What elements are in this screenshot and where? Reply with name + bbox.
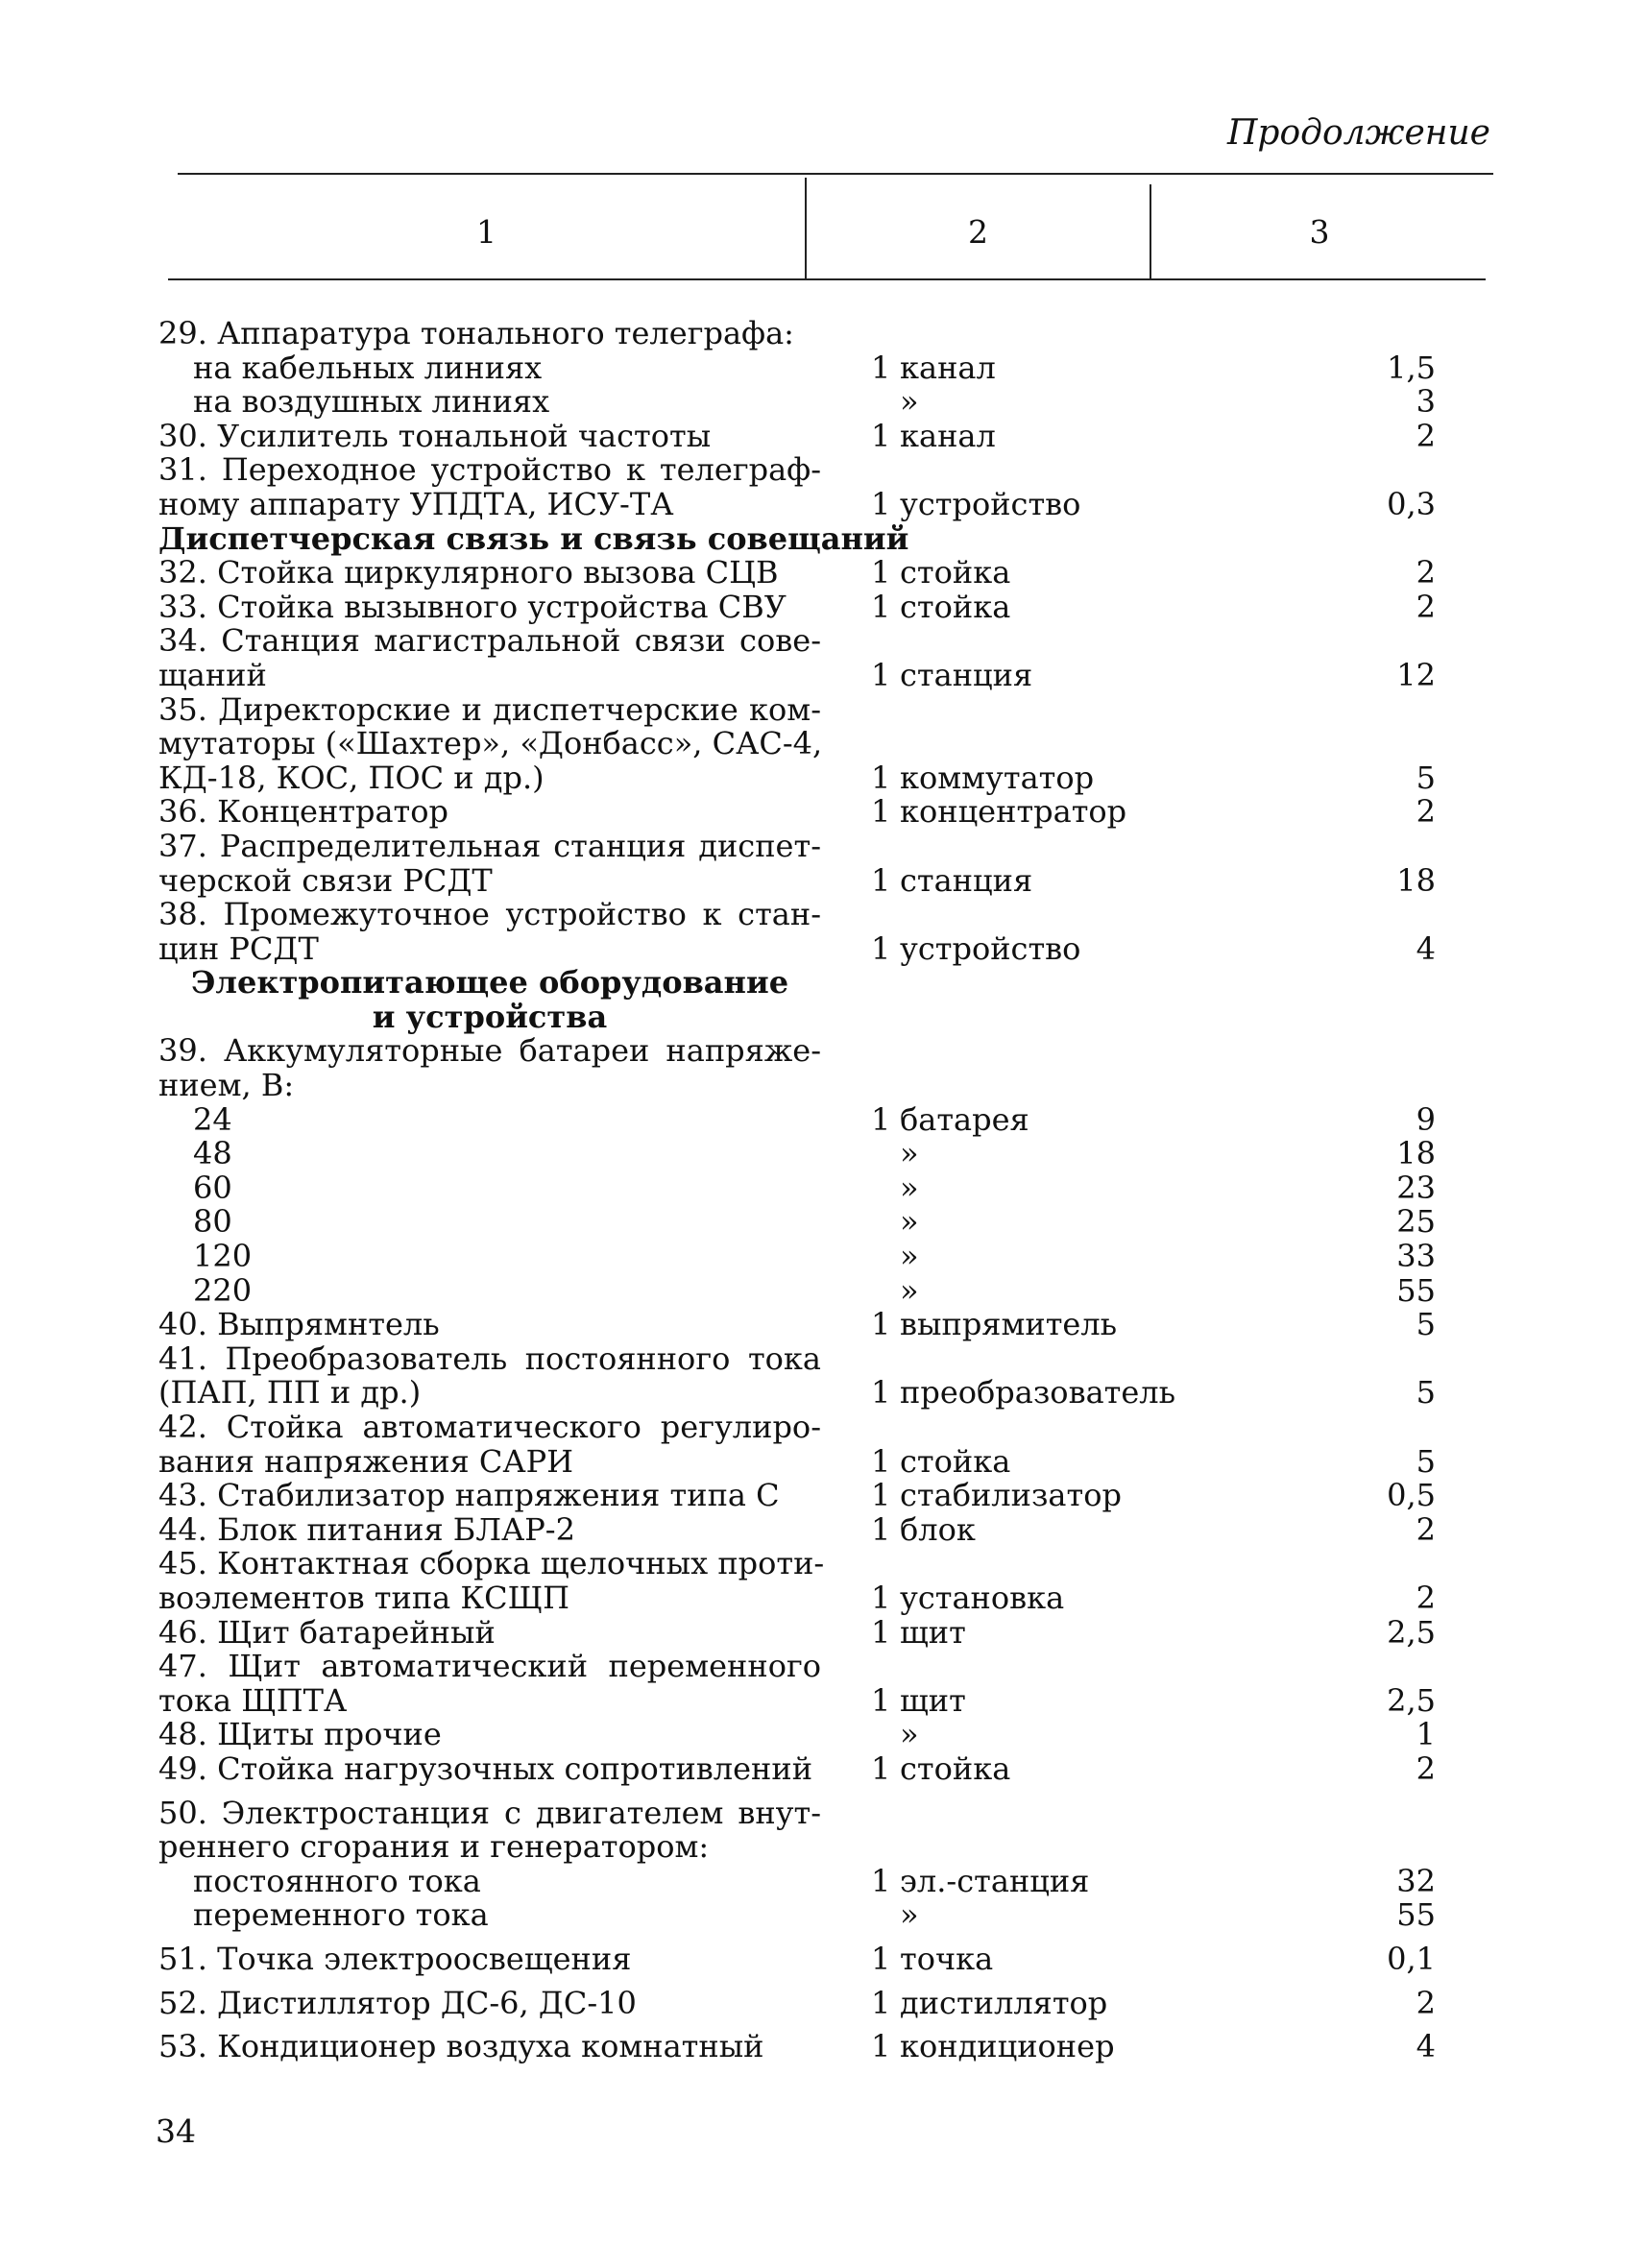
value-cell: 2 <box>1416 793 1436 831</box>
value-cell: 0,5 <box>1387 1477 1436 1514</box>
unit-quantity: 1 <box>871 2028 891 2065</box>
table-row <box>158 519 1397 557</box>
unit-quantity: 1 <box>871 1510 891 1548</box>
item-name-line: КД-18, КОС, ПОС и др.) <box>158 759 545 796</box>
unit-quantity: 1 <box>871 588 891 625</box>
unit-name: канал <box>900 349 996 386</box>
unit-quantity: 1 <box>871 793 891 831</box>
column-header-1: 1 <box>476 213 496 251</box>
unit-cell <box>821 1749 1138 1787</box>
value-cell: 12 <box>1396 656 1436 693</box>
table-row <box>158 1339 1436 1411</box>
item-name-cell <box>158 453 821 521</box>
unit-cell <box>821 485 1138 522</box>
unit-name: эл.-станция <box>900 1862 1090 1899</box>
unit-name: батарея <box>900 1100 1029 1138</box>
item-name-line: 37. Распределительная станция диспет- <box>158 827 821 864</box>
item-name-cell <box>158 1613 821 1651</box>
item-name-line: 29. Аппаратура тонального телеграфа: <box>158 315 794 351</box>
item-name-cell <box>158 1339 821 1411</box>
table-header-rule <box>168 278 1486 280</box>
value-cell: 1,5 <box>1387 349 1436 386</box>
unit-quantity: 1 <box>871 759 891 796</box>
table-row <box>158 1203 1436 1241</box>
item-name-line: 34. Станция магистральной связи сове- <box>158 622 821 660</box>
unit-cell <box>821 1862 1138 1899</box>
item-name-line: 60 <box>193 1169 232 1206</box>
unit-cell <box>821 1984 1138 2021</box>
value-cell: 9 <box>1416 1100 1436 1138</box>
unit-name: преобразователь <box>900 1374 1176 1411</box>
value-cell: 18 <box>1396 861 1436 899</box>
unit-cell <box>821 656 1138 693</box>
item-name-cell <box>158 1240 821 1274</box>
unit-name: дистиллятор <box>900 1984 1108 2021</box>
table-row <box>158 1984 1436 2021</box>
unit-quantity: 1 <box>871 554 891 591</box>
unit-name: выпрямитель <box>900 1306 1118 1343</box>
unit-cell <box>821 351 1138 386</box>
item-name-line: 38. Промежуточное устройство к стан- <box>158 896 821 933</box>
item-name-line: 48. Щиты прочие <box>158 1716 442 1753</box>
item-name-line: на кабельных линиях <box>193 349 543 386</box>
continued-label: Продолжение <box>1227 113 1490 153</box>
unit-name: канал <box>900 417 996 454</box>
item-name-line: мутаторы («Шахтер», «Донбасс», САС-4, <box>158 725 823 762</box>
table-row <box>158 1716 1436 1753</box>
unit-quantity: 1 <box>871 1100 891 1138</box>
item-name-line: 45. Контактная сборка щелочных проти- <box>158 1545 825 1582</box>
item-name-line: воэлементов типа КСЩП <box>158 1579 570 1616</box>
item-name-line: 120 <box>193 1238 253 1275</box>
unit-cell <box>821 761 1138 796</box>
unit-cell <box>821 1581 1138 1616</box>
item-name-cell <box>158 417 821 454</box>
unit-cell <box>821 1240 1138 1274</box>
unit-cell <box>821 1718 1138 1752</box>
item-name-cell <box>158 385 821 420</box>
table-row <box>158 1794 1397 1866</box>
unit-cell <box>821 1898 1138 1933</box>
item-name-cell <box>158 1034 821 1102</box>
item-name-line: 32. Стойка циркулярного вызова СЦВ <box>158 554 779 591</box>
ditto-mark: » <box>900 1238 919 1275</box>
value-cell: 5 <box>1416 759 1436 796</box>
item-name-line: 44. Блок питания БЛАР-2 <box>158 1510 575 1548</box>
unit-cell <box>821 556 1138 591</box>
value-cell: 0,1 <box>1387 1940 1436 1977</box>
value-cell: 32 <box>1396 1862 1436 1899</box>
table-row <box>158 1648 1436 1719</box>
item-name-cell <box>158 1898 821 1933</box>
unit-name: стойка <box>900 1749 1011 1787</box>
value-cell: 5 <box>1416 1374 1436 1411</box>
table-row <box>158 1862 1436 1899</box>
value-cell: 33 <box>1396 1238 1436 1275</box>
table-row <box>158 966 1397 1034</box>
unit-cell <box>821 795 1138 830</box>
table-row <box>158 1306 1436 1343</box>
item-name-cell <box>158 1479 821 1513</box>
value-cell: 18 <box>1396 1135 1436 1172</box>
item-name-line: 47. Щит автоматический переменного <box>158 1648 821 1685</box>
item-name-cell <box>158 1862 821 1899</box>
item-name-line: 49. Стойка нагрузочных сопротивлений <box>158 1749 813 1787</box>
item-name-line: на воздушных линиях <box>193 383 550 421</box>
unit-cell <box>821 1205 1138 1240</box>
table-row <box>158 1271 1436 1309</box>
table-row <box>158 1749 1436 1787</box>
unit-cell <box>821 1613 1138 1651</box>
item-name-line: 53. Кондиционер воздуха комнатный <box>158 2028 764 2065</box>
item-name-line: нием, В: <box>158 1067 295 1104</box>
unit-quantity: 1 <box>871 1984 891 2021</box>
unit-name: устройство <box>900 929 1081 967</box>
table-row <box>158 383 1436 421</box>
unit-quantity: 1 <box>871 417 891 454</box>
table-row <box>158 1100 1436 1138</box>
ditto-mark: » <box>900 1716 919 1753</box>
item-name-cell <box>158 1984 821 2021</box>
unit-cell <box>821 417 1138 454</box>
unit-name: концентратор <box>900 793 1127 831</box>
value-cell: 55 <box>1396 1271 1436 1309</box>
value-cell: 25 <box>1396 1203 1436 1241</box>
item-name-cell <box>158 1718 821 1752</box>
item-name-line: 43. Стабилизатор напряжения типа С <box>158 1477 780 1514</box>
table-row <box>158 1940 1436 1977</box>
table-row <box>158 622 1436 693</box>
column-header-3: 3 <box>1309 213 1330 251</box>
unit-cell <box>821 1510 1138 1548</box>
unit-cell <box>821 1308 1138 1342</box>
unit-cell <box>821 929 1138 967</box>
unit-quantity: 1 <box>871 1681 891 1719</box>
unit-cell <box>821 588 1138 625</box>
table-row <box>158 896 1436 967</box>
ditto-mark: » <box>900 1271 919 1309</box>
item-name-cell <box>158 898 821 966</box>
table-row <box>158 1169 1436 1206</box>
value-cell: 4 <box>1416 929 1436 967</box>
item-name-line: 35. Директорские и диспетчерские ком- <box>158 690 821 728</box>
unit-cell <box>821 1137 1138 1171</box>
item-name-line: вания напряжения САРИ <box>158 1442 574 1480</box>
item-name-line: 48 <box>193 1135 232 1172</box>
unit-quantity: 1 <box>871 1613 891 1651</box>
value-cell: 2,5 <box>1387 1681 1436 1719</box>
item-name-cell <box>158 1749 821 1787</box>
item-name-cell <box>158 1271 821 1309</box>
unit-cell <box>821 1442 1138 1480</box>
table-row <box>158 1613 1436 1651</box>
item-name-line: 39. Аккумуляторные батареи напряже- <box>158 1032 821 1070</box>
unit-quantity: 1 <box>871 1862 891 1899</box>
ditto-mark: » <box>900 1203 919 1241</box>
item-name-cell <box>158 1171 821 1206</box>
unit-cell <box>821 1100 1138 1138</box>
unit-quantity: 1 <box>871 1940 891 1977</box>
value-cell: 23 <box>1396 1169 1436 1206</box>
ditto-mark: » <box>900 1135 919 1172</box>
value-cell: 1 <box>1416 1716 1436 1753</box>
item-name-line: 33. Стойка вызывного устройства СВУ <box>158 588 787 625</box>
item-name-line: 40. Выпрямнтель <box>158 1306 440 1343</box>
item-name-line: переменного тока <box>193 1896 489 1934</box>
table-row <box>158 1238 1436 1275</box>
item-name-line: Электропитающее оборудование <box>190 964 789 1001</box>
item-name-line: 31. Переходное устройство к телеграф- <box>158 451 821 489</box>
item-name-cell <box>158 966 821 1034</box>
item-name-cell <box>158 1100 821 1138</box>
unit-name: щит <box>900 1613 966 1651</box>
item-name-line: Диспетчерская связь и связь совещаний <box>158 519 909 557</box>
unit-cell <box>821 1171 1138 1206</box>
item-name-line: щаний <box>158 656 267 693</box>
item-name-cell <box>158 1942 821 1977</box>
unit-quantity: 1 <box>871 1306 891 1343</box>
item-name-line: ному аппарату УПДТА, ИСУ-ТА <box>158 485 674 522</box>
unit-cell <box>821 861 1138 899</box>
table-row <box>158 417 1436 454</box>
item-name-line: 51. Точка электроосвещения <box>158 1940 632 1977</box>
table-row <box>158 1896 1436 1934</box>
item-name-line: постоянного тока <box>193 1862 481 1899</box>
unit-cell <box>821 2030 1138 2064</box>
table-row <box>158 1409 1436 1480</box>
table-row <box>158 1135 1436 1172</box>
table-row <box>158 793 1436 831</box>
item-name-cell <box>158 795 821 830</box>
item-name-cell <box>158 1205 821 1240</box>
item-name-line: и устройства <box>372 998 608 1035</box>
unit-quantity: 1 <box>871 861 891 899</box>
unit-quantity: 1 <box>871 1579 891 1616</box>
item-name-cell <box>158 690 823 796</box>
ditto-mark: » <box>900 1896 919 1934</box>
unit-cell <box>821 1681 1138 1719</box>
unit-quantity: 1 <box>871 1749 891 1787</box>
table-row <box>158 588 1436 625</box>
value-cell: 55 <box>1396 1896 1436 1934</box>
item-name-cell <box>158 1545 825 1616</box>
unit-name: стойка <box>900 554 1011 591</box>
unit-name: кондиционер <box>900 2028 1115 2065</box>
item-name-line: 36. Концентратор <box>158 793 448 831</box>
table-row <box>158 1477 1436 1514</box>
unit-name: станция <box>900 861 1033 899</box>
item-name-cell <box>158 556 821 591</box>
value-cell: 2 <box>1416 1510 1436 1548</box>
table-top-rule <box>178 173 1493 175</box>
value-cell: 3 <box>1416 383 1436 421</box>
value-cell: 0,3 <box>1387 485 1436 522</box>
unit-quantity: 1 <box>871 929 891 967</box>
unit-cell <box>821 1374 1176 1411</box>
item-name-line: тока ЩПТА <box>158 1681 348 1719</box>
item-name-cell <box>158 827 821 899</box>
unit-name: стабилизатор <box>900 1477 1122 1514</box>
value-cell: 5 <box>1416 1306 1436 1343</box>
value-cell: 2 <box>1416 417 1436 454</box>
item-name-line: реннего сгорания и генератором: <box>158 1828 710 1866</box>
item-name-line: черской связи РСДТ <box>158 861 493 899</box>
unit-name: стойка <box>900 588 1011 625</box>
value-cell: 2 <box>1416 554 1436 591</box>
value-cell: 2 <box>1416 1749 1436 1787</box>
item-name-line: (ПАП, ПП и др.) <box>158 1374 422 1411</box>
page-number: 34 <box>156 2112 196 2150</box>
table-row <box>158 1545 1436 1616</box>
column-header-2: 2 <box>968 213 988 251</box>
unit-name: стойка <box>900 1442 1011 1480</box>
ditto-mark: » <box>900 1169 919 1206</box>
table-row <box>158 1034 1397 1102</box>
unit-quantity: 1 <box>871 656 891 693</box>
item-name-line: цин РСДТ <box>158 929 319 967</box>
value-cell: 4 <box>1416 2028 1436 2065</box>
ditto-mark: » <box>900 383 919 421</box>
item-name-cell <box>158 351 821 386</box>
item-name-line: 220 <box>193 1271 253 1309</box>
item-name-line: 50. Электростанция с двигателем внут- <box>158 1794 821 1831</box>
unit-quantity: 1 <box>871 1374 891 1411</box>
unit-name: станция <box>900 656 1033 693</box>
table-row <box>158 1510 1436 1548</box>
table-row <box>158 451 1436 522</box>
unit-name: устройство <box>900 485 1081 522</box>
table-row <box>158 317 1397 351</box>
item-name-line: 24 <box>193 1100 232 1138</box>
value-cell: 2 <box>1416 588 1436 625</box>
table-row <box>158 827 1436 899</box>
item-name-cell <box>158 1411 821 1479</box>
value-cell: 2,5 <box>1387 1613 1436 1651</box>
item-name-line: 52. Дистиллятор ДС-6, ДС-10 <box>158 1984 637 2021</box>
unit-cell <box>821 1479 1138 1513</box>
item-name-cell <box>158 1510 821 1548</box>
item-name-line: 80 <box>193 1203 232 1241</box>
unit-cell <box>821 1271 1138 1309</box>
item-name-cell <box>158 1794 821 1866</box>
item-name-line: 42. Стойка автоматического регулиро- <box>158 1409 821 1445</box>
table-row <box>158 2028 1436 2065</box>
table-row <box>158 690 1436 796</box>
table-body <box>158 315 1436 2065</box>
item-name-line: 30. Усилитель тональной частоты <box>158 417 712 454</box>
item-name-line: 41. Преобразователь постоянного тока <box>158 1339 821 1377</box>
unit-cell <box>821 385 1138 420</box>
item-name-cell <box>158 624 821 692</box>
value-cell: 2 <box>1416 1579 1436 1616</box>
unit-quantity: 1 <box>871 1442 891 1480</box>
unit-name: щит <box>900 1681 966 1719</box>
item-name-cell <box>158 588 821 625</box>
item-name-cell <box>158 1650 821 1718</box>
unit-quantity: 1 <box>871 349 891 386</box>
unit-name: точка <box>900 1940 994 1977</box>
unit-cell <box>821 1942 1138 1977</box>
value-cell: 5 <box>1416 1442 1436 1480</box>
item-name-cell <box>158 1308 821 1342</box>
item-name-line: 46. Щит батарейный <box>158 1613 496 1651</box>
table-row <box>158 349 1436 386</box>
item-name-cell <box>158 519 909 557</box>
value-cell: 2 <box>1416 1984 1436 2021</box>
item-name-cell <box>158 2030 821 2064</box>
unit-quantity: 1 <box>871 485 891 522</box>
item-name-cell <box>158 1137 821 1171</box>
table-row <box>158 554 1436 591</box>
unit-name: установка <box>900 1579 1065 1616</box>
unit-name: коммутатор <box>900 759 1095 796</box>
unit-name: блок <box>900 1510 976 1548</box>
item-name-cell <box>158 317 821 351</box>
unit-quantity: 1 <box>871 1477 891 1514</box>
